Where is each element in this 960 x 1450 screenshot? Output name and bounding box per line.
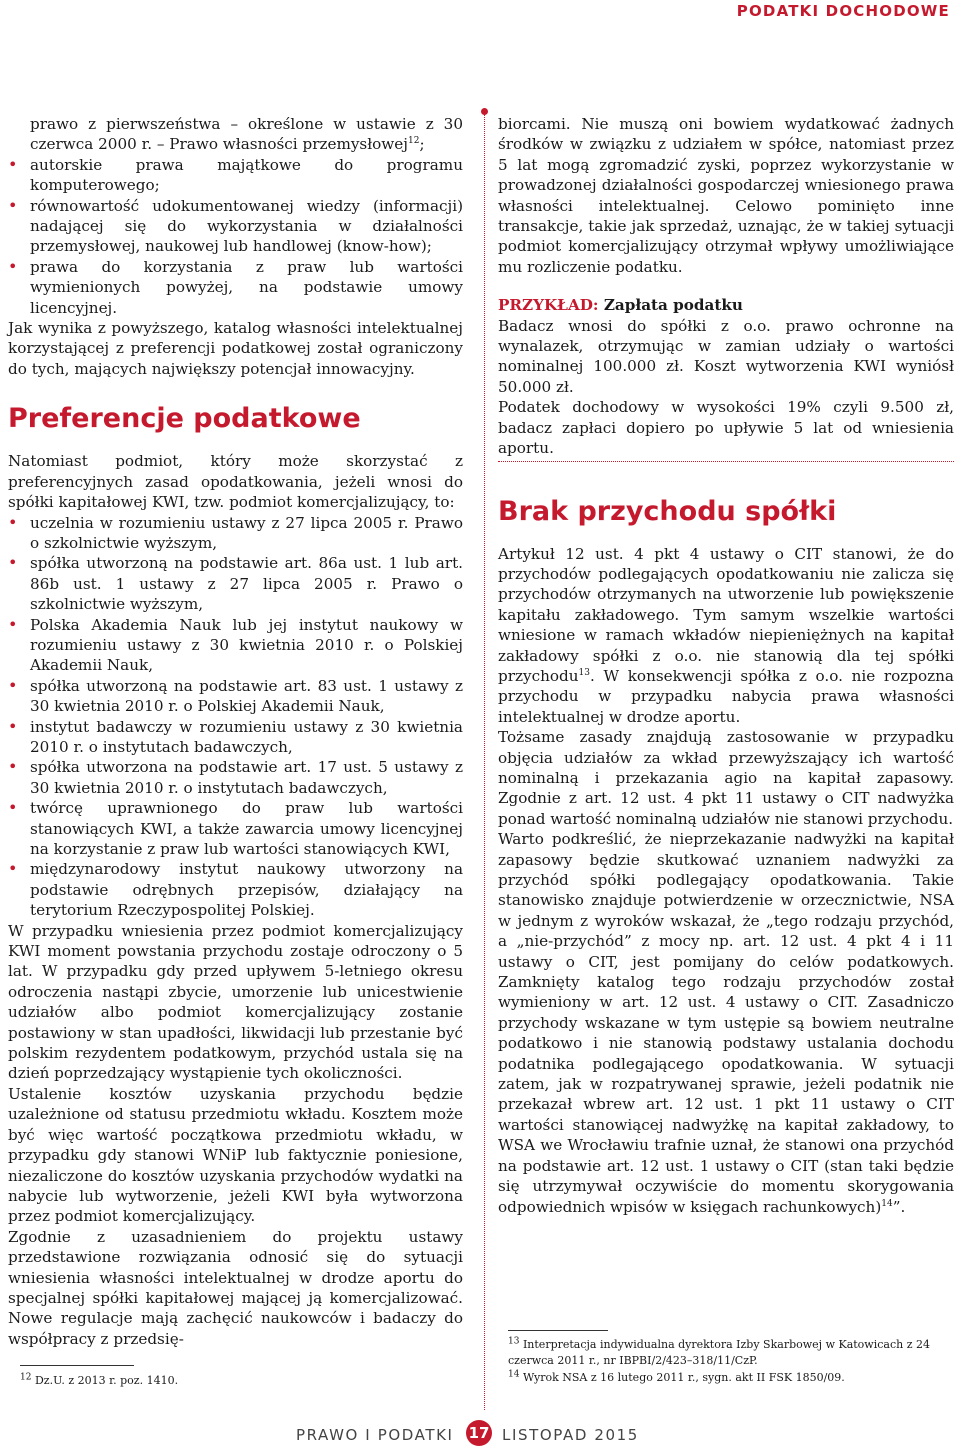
section-heading-preferencje: Preferencje podatkowe <box>8 403 361 435</box>
list-item: • spółka utworzoną na podstawie art. 86a ust. 1 lub art. 86b ust. 1 ustawy z 27 lipca 2005 r. Prawo o szkolnictwie wyższym, <box>8 553 463 614</box>
paragraph-costs: Ustalenie kosztów uzyskania przychodu będzie uzależnione od statusu przedmiotu wkładu. Kosztem może być więc wartość początkowa przedmiotu wkładu, w przypadku gdy stanowi WNiP lub faktycznie poniesione, niezaliczone do kosztów uzyskania przychodów wydatki na nabycie lub wytworzenie, jeżeli KWI była wytworzona przez podmiot komercjalizujący. <box>8 1084 463 1226</box>
section-heading-brak-przychodu: Brak przychodu spółki <box>498 495 837 527</box>
right-column <box>498 114 954 1217</box>
bullet-continuation: prawo z pierwszeństwa – określone w ustawie z 30 czerwca 2000 r. – Prawo własności przemysłowej$^{12}$; <box>30 115 463 154</box>
list-item: • uczelnia w rozumieniu ustawy z 27 lipca 2005 r. Prawo o szkolnictwie wyższym, <box>8 513 463 554</box>
list-item: • instytut badawczy w rozumieniu ustawy z 30 kwietnia 2010 r. o instytutach badawczych, <box>8 717 463 758</box>
footnote-separator-left <box>20 1365 134 1366</box>
list-item: • równowartość udokumentowanej wiedzy (informacji) nadającej się do wykorzystania w działalności przemysłowej, naukowej lub handlowej (know-how); <box>8 196 463 257</box>
left-column <box>8 114 463 1349</box>
example-box <box>498 295 954 461</box>
page-footer <box>0 1420 960 1450</box>
publication-name: PRAWO I PODATKI <box>296 1426 454 1444</box>
footnote-13: $^{13}$ Interpretacja indywidualna dyrektora Izby Skarbowej w Katowicach z 24 czerwca 2011 r., nr IBPBI/2/423–318/11/CzP. <box>508 1336 930 1367</box>
paragraph-deferral: W przypadku wniesienia przez podmiot komercjalizujący KWI moment powstania przychodu zostaje odroczony o 5 lat. W przypadku gdy przed upływem 5-letniego okresu odroczenia nastąpi zbycie, umorzenie lub unicestwienie udziałów albo podmiot komercjalizujący zostanie postawiony w stan upadłości, likwidacji lub przestanie być polskim rezydentem podatkowym, przychód ustala się na dzień poprzedzający wystąpienie tych okoliczności. <box>8 921 463 1083</box>
footnote-ref-13: 13 <box>578 667 590 678</box>
paragraph-art12: Artykuł 12 ust. 4 pkt 4 ustawy o CIT stanowi, że do przychodów podlegających opodatkowaniu nie zalicza się przychodów otrzymanych na utworzenie lub powiększenie kapitału zakładowego. Tym samym wszelkie wartości wniesione w ramach wkładów niepieniężnych na kapitał zakładowy spółki z o.o. nie stanowią dla tej spółki przychodu$^{13}$. W konsekwencji spółka z o.o. nie rozpozna przychodu w przypadku nabycia prawa własności intelektualnej w drodze aportu. <box>498 544 954 726</box>
footnote-separator-right <box>508 1330 608 1331</box>
paragraph-continued: biorcami. Nie muszą oni bowiem wydatkować żadnych środków w związku z udziałem w spółce, natomiast przez 5 lat mogą zgromadzić zyski, poprzez wykorzystanie w prowadzonej działalności gospodarczej wniesionego prawa własności intelektualnej. Celowo pominięto inne transakcje, takie jak sprzedaż, uznając, że w takiej sytuacji podmiot komercjalizujący otrzymał wpływy umożliwiające mu rozliczenie podatku. <box>498 115 954 276</box>
footnote-ref-12: 12 <box>408 136 420 147</box>
list-item: • Polska Akademia Nauk lub jej instytut naukowy w rozumieniu ustawy z 30 kwietnia 2010 r. o Polskiej Akademii Nauk, <box>8 615 463 676</box>
page-number-badge: 17 <box>466 1420 492 1446</box>
entities-list <box>8 513 463 921</box>
section-label: PODATKI DOCHODOWE <box>736 2 950 20</box>
column-divider <box>484 112 485 1410</box>
example-paragraph: Podatek dochodowy w wysokości 19% czyli 9.500 zł, badacz zapłaci dopiero po upływie 5 lat od wniesienia aportu. <box>498 398 954 458</box>
footnote-14: $^{14}$ Wyrok NSA z 16 lutego 2011 r., sygn. akt II FSK 1850/09. <box>508 1369 845 1384</box>
example-title <box>498 295 954 315</box>
issue-date: LISTOPAD 2015 <box>502 1426 639 1444</box>
paragraph-catalog: Jak wynika z powyższego, katalog własności intelektualnej korzystającej z preferencji podatkowej został ograniczony do tych, mających największy potencjał innowacyjny. <box>8 319 463 378</box>
paragraph-intro: Natomiast podmiot, który może skorzystać z preferencyjnych zasad opodatkowania, jeżeli wnosi do spółki kapitałowej KWI, tzw. podmiot komercjalizujący, to: <box>8 452 463 512</box>
list-item: • autorskie prawa majątkowe do programu komputerowego; <box>8 155 463 196</box>
list-item: • spółka utworzona na podstawie art. 17 ust. 5 ustawy z 30 kwietnia 2010 r. o instytutach badawczych, <box>8 757 463 798</box>
list-item: • międzynarodowy instytut naukowy utworzony na podstawie odrębnych przepisów, działający na terytorium Rzeczypospolitej Polskiej. <box>8 859 463 920</box>
paragraph-note: Warto podkreślić, że nieprzekazanie nadwyżki na kapitał zapasowy będzie skutkować uznaniem nadwyżki za przychód spółki podlegający opodatkowania. Takie stanowisko znajduje potwierdzenie w orzecznictwie, NSA w jednym z wyroków wskazał, że „tego rodzaju przychód, a „nie-przychód” z mocy np. art. 12 ust. 4 pkt 4 i 11 ustawy o CIT, jest pomijany do celów podatkowych. Zamknięty katalog tego rodzaju przychodów został wymieniony w art. 12 ust. 4 ustawy o CIT. Zasadniczo przychody wskazane w tym ustępie są bowiem neutralne podatkowo i nie stanowią podstawy ustalania dochodu podatnika podlegającego opodatkowania. W sytuacji zatem, jak w rozpatrywanej sprawie, jeżeli podatnik nie przekazał wbrew art. 12 ust. 1 pkt 11 ustawy o CIT wartości stanowiącej nadwyżkę na kapitał zakładowy, to WSA we Wrocławiu trafnie uznał, że stanowi ona przychód na podstawie art. 12 ust. 1 ustawy o CIT (stan taki będzie się utrzymywał oczywiście do momentu skorygowania odpowiednich wpisów w księgach rachunkowych)$^{14}$”. <box>498 830 954 1216</box>
list-item: • prawa do korzystania z praw lub wartości wymienionych powyżej, na podstawie umowy licencyjnej. <box>8 257 463 318</box>
example-label: PRZYKŁAD: <box>498 296 599 315</box>
footnote-ref-14: 14 <box>881 1198 893 1209</box>
example-name: Zapłata podatku <box>603 296 743 315</box>
footnote-12: $^{12}$ Dz.U. z 2013 r. poz. 1410. <box>20 1372 179 1387</box>
list-item: • twórcę uprawnionego do praw lub wartości stanowiących KWI, a także zawarcia umowy licencyjnej na korzystanie z praw lub wartości stanowiących KWI, <box>8 798 463 859</box>
paragraph-same-rules: Tożsame zasady znajdują zastosowanie w przypadku objęcia udziałów za wkład przewyższający ich wartość nominalną i przekazania agio na kapitał zapasowy. Zgodnie z art. 12 ust. 4 pkt 11 ustawy o CIT nadwyżka ponad wartość nominalną udziałów nie stanowi przychodu. <box>498 728 954 828</box>
paragraph-goal: Zgodnie z uzasadnieniem do projektu ustawy przedstawione rozwiązania odnosić się do sytuacji wniesienia własności intelektualnej w drodze aportu do specjalnej spółki kapitałowej mającej ją komercjalizować. Nowe regulacje mają zachęcić naukowców i badaczy do współpracy z przedsię- <box>8 1227 463 1348</box>
example-paragraph: Badacz wnosi do spółki z o.o. prawo ochronne na wynalazek, otrzymując w zamian udziały o wartości nominalnej 100.000 zł. Koszt wytworzenia KWI wyniósł 50.000 zł. <box>498 316 954 396</box>
list-item: • spółka utworzoną na podstawie art. 83 ust. 1 ustawy z 30 kwietnia 2010 r. o Polskiej Akademii Nauk, <box>8 676 463 717</box>
ip-list <box>8 155 463 318</box>
